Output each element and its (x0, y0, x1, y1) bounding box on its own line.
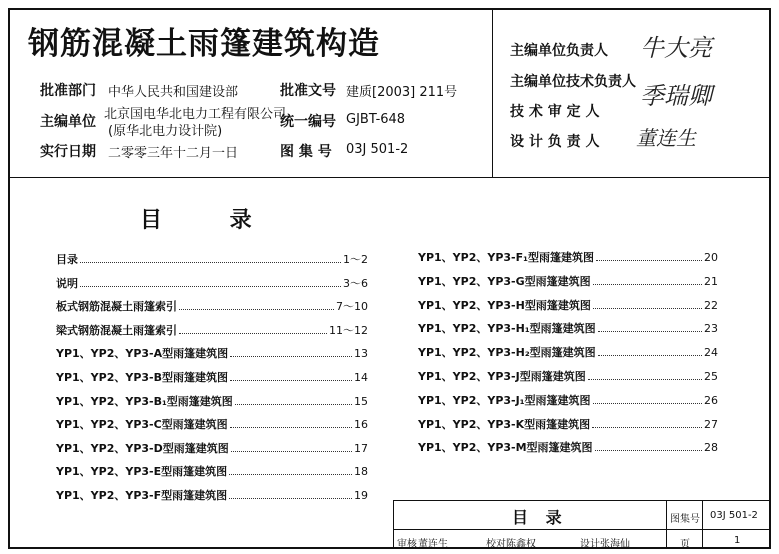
toc-entry (418, 320, 718, 336)
toc-entry (56, 298, 368, 314)
toc-entry-page: 19 (354, 489, 368, 502)
toc-entry (418, 368, 718, 384)
toc-entry-title: YP1、YP2、YP3-H₂型雨篷建筑图 (418, 346, 596, 360)
effective-date-value: 二零零三年十二月一日 (108, 146, 239, 161)
toc-entry (56, 345, 368, 361)
editor-unit-label: 主编单位 (40, 114, 96, 130)
toc-entry-page: 15 (354, 394, 368, 408)
toc-entry-title: YP1、YP2、YP3-J₁型雨篷建筑图 (418, 393, 591, 407)
toc-entry (56, 322, 368, 338)
editor-unit-line2: (原华北电力设计院) (108, 124, 223, 139)
toc-entry-page: 25 (704, 370, 718, 383)
header-divider (10, 177, 769, 178)
approval-doc-label: 批准文号 (280, 83, 336, 99)
toc-entry-title: 梁式钢筋混凝土雨篷索引 (56, 323, 177, 337)
toc-entry-title: YP1、YP2、YP3-J型雨篷建筑图 (418, 370, 586, 383)
toc-entry-title: YP1、YP2、YP3-A型雨篷建筑图 (56, 347, 229, 361)
approval-dept-label: 批准部门 (40, 83, 96, 99)
toc-entry (56, 440, 368, 456)
responsible-role-2: 主编单位技术负责人 (510, 74, 636, 90)
toc-leader-dots (235, 404, 352, 405)
toc-leader-dots (592, 427, 702, 428)
toc-entry (56, 393, 368, 409)
title-block-checker: 陈鑫权 (506, 539, 536, 550)
responsible-role-3: 技 术 审 定 人 (510, 104, 600, 120)
approval-doc-value: 建质[2003] 211号 (346, 85, 458, 100)
toc-entry-title: YP1、YP2、YP3-C型雨篷建筑图 (56, 418, 228, 432)
title-block-reviewer: 董连生 (418, 539, 448, 550)
title-block-atlas-label: 图集号 (670, 514, 700, 525)
toc-entry (56, 463, 368, 479)
toc-entry-title: 板式钢筋混凝土雨篷索引 (56, 300, 177, 314)
toc-entry-page: 3～6 (343, 276, 368, 290)
toc-entry-title: 说明 (56, 276, 78, 290)
toc-leader-dots (598, 331, 702, 332)
title-block (393, 500, 771, 549)
effective-date-label: 实行日期 (40, 144, 96, 160)
toc-entry-title: YP1、YP2、YP3-F₁型雨篷建筑图 (418, 251, 594, 264)
unified-no-label: 统一编号 (280, 114, 336, 130)
toc-entry (418, 273, 718, 289)
toc-leader-dots (588, 379, 702, 380)
title-block-design-label: 设计 (580, 539, 600, 550)
title-block-review-label: 审核 (397, 539, 417, 550)
toc-leader-dots (593, 403, 702, 404)
toc-entry-page: 7～10 (336, 300, 368, 314)
header-vertical-divider (492, 10, 493, 177)
toc-entry-title: YP1、YP2、YP3-F型雨篷建筑图 (56, 489, 228, 502)
unified-no-value: GJBT-648 (346, 112, 406, 127)
toc-entry-page: 23 (704, 322, 718, 336)
toc-leader-dots (596, 260, 702, 261)
toc-entry (56, 416, 368, 432)
toc-entry-title: YP1、YP2、YP3-B₁型雨篷建筑图 (56, 394, 233, 408)
responsible-role-1: 主编单位负责人 (510, 43, 608, 59)
signature-2: 季瑞卿 (640, 82, 712, 110)
signature-4: 董连生 (636, 126, 696, 150)
toc-entry-page: 26 (704, 393, 718, 407)
toc-entry (418, 344, 718, 360)
toc-leader-dots (230, 380, 352, 381)
toc-leader-dots (230, 356, 352, 357)
toc-entry (418, 392, 718, 408)
toc-entry-page: 16 (354, 418, 368, 432)
title-block-atlas-value: 03J 501-2 (710, 510, 758, 521)
toc-leader-dots (595, 450, 702, 451)
toc-entry-title: YP1、YP2、YP3-H型雨篷建筑图 (418, 298, 591, 312)
editor-unit-line1: 北京国电华北电力工程有限公司 (104, 107, 287, 122)
toc-leader-dots (230, 427, 352, 428)
toc-leader-dots (593, 284, 702, 285)
toc-entry-title: YP1、YP2、YP3-M型雨篷建筑图 (418, 441, 593, 455)
title-block-drawing-name: 目 录 (512, 508, 568, 527)
toc-entry-title: YP1、YP2、YP3-K型雨篷建筑图 (418, 417, 591, 431)
toc-entry (418, 439, 718, 455)
title-block-designer: 张海仙 (600, 539, 630, 550)
toc-entry-page: 20 (704, 251, 718, 264)
toc-leader-dots (80, 286, 341, 287)
title-block-page-label: 页 (680, 539, 690, 550)
toc-entry (56, 487, 368, 503)
toc-entry-page: 17 (354, 441, 368, 455)
toc-entry-page: 28 (704, 441, 718, 455)
toc-entry-title: YP1、YP2、YP3-E型雨篷建筑图 (56, 465, 228, 479)
toc-entry-title: 目录 (56, 253, 78, 266)
title-block-page-value: 1 (734, 535, 741, 546)
signature-1: 牛大亮 (640, 34, 712, 62)
toc-entry-title: YP1、YP2、YP3-B型雨篷建筑图 (56, 371, 228, 384)
toc-entry (418, 297, 718, 313)
toc-entry (56, 275, 368, 291)
toc-entry-title: YP1、YP2、YP3-D型雨篷建筑图 (56, 441, 229, 455)
document-title: 钢筋混凝土雨篷建筑构造 (28, 26, 380, 62)
toc-entry-title: YP1、YP2、YP3-G型雨篷建筑图 (418, 274, 591, 288)
toc-entry-page: 13 (354, 347, 368, 361)
toc-leader-dots (229, 498, 352, 499)
toc-entry-page: 14 (354, 371, 368, 384)
responsible-role-4: 设 计 负 责 人 (510, 134, 600, 150)
atlas-no-label: 图 集 号 (280, 144, 332, 160)
toc-entry (418, 416, 718, 432)
atlas-no-value: 03J 501-2 (346, 142, 409, 157)
title-block-check-label: 校对 (486, 539, 506, 550)
toc-leader-dots (598, 355, 702, 356)
toc-leader-dots (229, 474, 352, 475)
approval-dept-value: 中华人民共和国建设部 (108, 85, 239, 100)
toc-leader-dots (593, 308, 702, 309)
toc-entry (56, 369, 368, 385)
toc-entry-page: 22 (704, 298, 718, 312)
toc-entry-page: 11～12 (329, 323, 368, 337)
toc-leader-dots (179, 309, 334, 310)
toc-leader-dots (179, 333, 327, 334)
toc-leader-dots (231, 451, 352, 452)
toc-entry-page: 27 (704, 417, 718, 431)
toc-title: 目 录 (140, 208, 282, 233)
toc-entry (418, 249, 718, 265)
toc-entry-page: 21 (704, 274, 718, 288)
toc-entry-title: YP1、YP2、YP3-H₁型雨篷建筑图 (418, 322, 596, 336)
toc-entry-page: 24 (704, 346, 718, 360)
toc-leader-dots (80, 262, 341, 263)
toc-entry (56, 251, 368, 267)
toc-entry-page: 1～2 (343, 253, 368, 266)
toc-entry-page: 18 (354, 465, 368, 479)
